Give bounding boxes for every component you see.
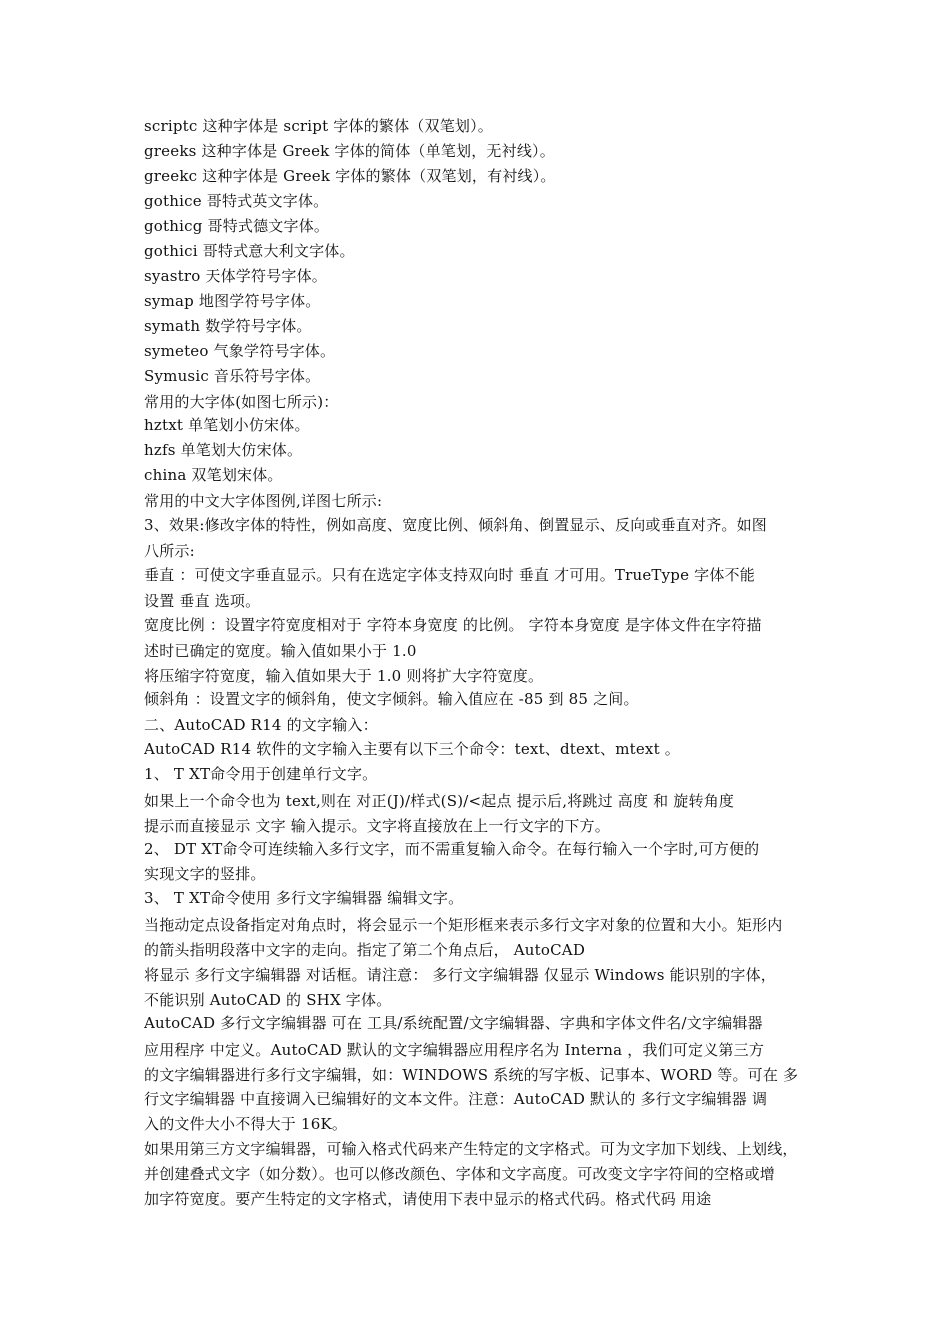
text-line: 3、效果:修改字体的特性，例如高度、宽度比例、倾斜角、倒置显示、反向或垂直对齐。如图 bbox=[144, 516, 768, 534]
text-line: 加字符宽度。要产生特定的文字格式，请使用下表中显示的格式代码。格式代码 用途 bbox=[144, 1190, 712, 1208]
text-line: 宽度比例 ：设置字符宽度相对于 字符本身宽度 的比例。 字符本身宽度 是字体文件在字符描 bbox=[144, 616, 762, 634]
text-line: 常用的大字体(如图七所示)： bbox=[144, 393, 339, 411]
text-line: 述时已确定的宽度。输入值如果小于 1.0 bbox=[144, 642, 417, 660]
text-line: scriptc 这种字体是 script 字体的繁体（双笔划）。 bbox=[144, 117, 493, 135]
text-line: 提示而直接显示 文字 输入提示。文字将直接放在上一行文字的下方。 bbox=[144, 817, 610, 835]
text-line: 1、 T XT命令用于创建单行文字。 bbox=[144, 765, 378, 783]
text-line: 将显示 多行文字编辑器 对话框。请注意： 多行文字编辑器 仅显示 Windows 能识别的字体， bbox=[144, 966, 776, 984]
text-line: 3、 T XT命令使用 多行文字编辑器 编辑文字。 bbox=[144, 889, 464, 907]
text-line: 实现文字的竖排。 bbox=[144, 865, 266, 883]
text-line: 倾斜角 ：设置文字的倾斜角，使文字倾斜。输入值应在 -85 到 85 之间。 bbox=[144, 690, 639, 708]
text-line: 垂直 ：可使文字垂直显示。只有在选定字体支持双向时 垂直 才可用。TrueType 字体不能 bbox=[144, 566, 755, 584]
text-line: symath 数学符号字体。 bbox=[144, 317, 312, 335]
text-line: gothicg 哥特式德文字体。 bbox=[144, 217, 330, 235]
text-line: AutoCAD R14 软件的文字输入主要有以下三个命令：text、dtext、mtext 。 bbox=[144, 740, 680, 758]
text-line: 2、 DT XT命令可连续输入多行文字，而不需重复输入命令。在每行输入一个字时,可方便的 bbox=[144, 840, 760, 858]
text-line: 不能识别 AutoCAD 的 SHX 字体。 bbox=[144, 991, 392, 1009]
text-line: 如果上一个命令也为 text,则在 对正(J)/样式(S)/<起点 提示后,将跳过 高度 和 旋转角度 bbox=[144, 792, 735, 810]
text-line: symeteo 气象学符号字体。 bbox=[144, 342, 336, 360]
text-line: gothice 哥特式英文字体。 bbox=[144, 192, 329, 210]
text-line: greeks 这种字体是 Greek 字体的简体（单笔划，无衬线）。 bbox=[144, 142, 555, 160]
text-line: hzfs 单笔划大仿宋体。 bbox=[144, 441, 303, 459]
text-line: AutoCAD 多行文字编辑器 可在 工具/系统配置/文字编辑器、字典和字体文件名/文字编辑器 bbox=[144, 1014, 763, 1032]
text-line: 如果用第三方文字编辑器，可输入格式代码来产生特定的文字格式。可为文字加下划线、上划线， bbox=[144, 1140, 798, 1158]
text-line: 应用程序 中定义。AutoCAD 默认的文字编辑器应用程序名为 Interna ，我们可定义第三方 bbox=[144, 1041, 765, 1059]
text-line: 并创建叠式文字（如分数）。也可以修改颜色、字体和文字高度。可改变文字字符间的空格或增 bbox=[144, 1165, 775, 1183]
text-line: gothici 哥特式意大利文字体。 bbox=[144, 242, 355, 260]
text-line: 入的文件大小不得大于 16K。 bbox=[144, 1115, 348, 1133]
text-line: 八所示: bbox=[144, 542, 195, 560]
text-line: 当拖动定点设备指定对角点时，将会显示一个矩形框来表示多行文字对象的位置和大小。矩形内 bbox=[144, 916, 783, 934]
text-line: 二、AutoCAD R14 的文字输入： bbox=[144, 716, 378, 734]
text-line: Symusic 音乐符号字体。 bbox=[144, 367, 321, 385]
text-line: 设置 垂直 选项。 bbox=[144, 592, 261, 610]
text-line: symap 地图学符号字体。 bbox=[144, 292, 321, 310]
text-line: 将压缩字符宽度，输入值如果大于 1.0 则将扩大字符宽度。 bbox=[144, 667, 544, 685]
text-line: greekc 这种字体是 Greek 字体的繁体（双笔划，有衬线）。 bbox=[144, 167, 556, 185]
text-line: 行文字编辑器 中直接调入已编辑好的文本文件。注意：AutoCAD 默认的 多行文字编辑器 调 bbox=[144, 1090, 768, 1108]
text-line: hztxt 单笔划小仿宋体。 bbox=[144, 416, 310, 434]
text-line: 常用的中文大字体图例,详图七所示: bbox=[144, 492, 383, 510]
text-line: syastro 天体学符号字体。 bbox=[144, 267, 328, 285]
text-line: 的箭头指明段落中文字的走向。指定了第二个角点后， AutoCAD bbox=[144, 941, 586, 959]
text-line: 的文字编辑器进行多行文字编辑，如：WINDOWS 系统的写字板、记事本、WORD 等。可在 多 bbox=[144, 1066, 799, 1084]
text-line: china 双笔划宋体。 bbox=[144, 466, 283, 484]
